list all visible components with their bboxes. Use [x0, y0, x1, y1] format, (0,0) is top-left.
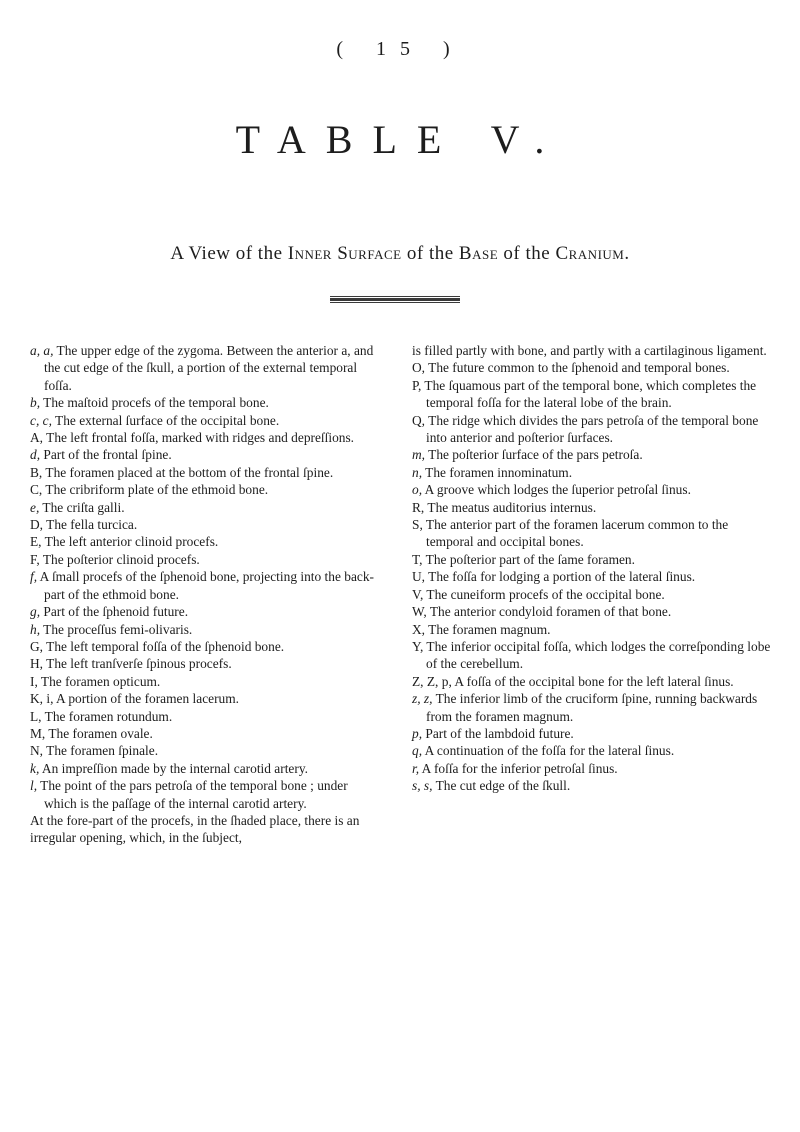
legend-text: The inferior limb of the cruciform ſpine, running backwards from the foramen magnum. — [426, 691, 758, 724]
legend-key: n, — [412, 464, 423, 480]
legend-entry — [412, 725, 772, 742]
legend-text: A continuation of the foſſa for the lateral ſinus. — [422, 743, 675, 759]
legend-entry — [412, 742, 772, 759]
legend-key: d, — [30, 447, 41, 463]
legend-text: The fella turcica. — [43, 517, 138, 533]
legend-key: f, — [30, 569, 38, 585]
legend-text: The foſſa for lodging a portion of the lateral ſinus. — [425, 569, 696, 585]
legend-key: s, s, — [412, 778, 433, 794]
legend-text: The foramen placed at the bottom of the frontal ſpine. — [42, 464, 334, 480]
legend-entry — [412, 568, 772, 585]
legend-entry — [412, 673, 772, 690]
legend-text: The foramen rotundum. — [41, 708, 173, 724]
legend-key: h, — [30, 621, 41, 637]
legend-entry — [30, 568, 382, 603]
legend-key: q, — [412, 743, 423, 759]
legend-key: p, — [412, 725, 423, 741]
legend-entry — [412, 777, 772, 794]
legend-text: The point of the pars petroſa of the temporal bone ; under which is the paſſage of the internal carotid artery. — [37, 778, 348, 811]
legend-key: m, — [412, 447, 426, 463]
subtitle-base: Base — [458, 243, 499, 264]
legend-entry — [30, 742, 382, 759]
legend-text: The proceſſus femi-olivaris. — [40, 621, 193, 637]
legend-entry — [30, 551, 382, 568]
legend-key: M, — [30, 725, 46, 741]
legend-key: V, — [412, 586, 424, 602]
legend-entry — [412, 621, 772, 638]
legend-text: The poſterior part of the ſame foramen. — [422, 551, 635, 567]
legend-key: R, — [412, 499, 425, 515]
legend-entry — [412, 359, 772, 376]
legend-text: The future common to the ſphenoid and temporal bones. — [425, 360, 730, 376]
legend-text: The meatus auditorius internus. — [424, 499, 597, 515]
legend-entry — [30, 429, 382, 446]
legend-text: The cut edge of the ſkull. — [432, 778, 571, 794]
legend-text: The anterior part of the foramen lacerum common to the temporal and occipital bones. — [422, 517, 729, 550]
legend-text: The foramen ovale. — [45, 725, 153, 741]
subtitle-prefix: A View of the — [170, 243, 288, 264]
legend-entry — [412, 464, 772, 481]
legend-key: P, — [412, 377, 422, 393]
legend-text: A foſſa of the occipital bone for the left lateral ſinus. — [451, 673, 734, 689]
legend-key: r, — [412, 760, 420, 776]
legend-text: The inferior occipital foſſa, which lodges the correſponding lobe of the cerebellum. — [423, 638, 771, 672]
legend-text: The left anterior clinoid procefs. — [41, 534, 219, 550]
legend-entry — [412, 586, 772, 603]
legend-text: The criſta galli. — [39, 499, 125, 515]
page-number: ( 15 ) — [336, 38, 464, 60]
legend-entry — [30, 446, 382, 463]
legend-key: T, — [412, 551, 423, 567]
legend-text: The left tranſverſe ſpinous procefs. — [43, 656, 232, 672]
legend-entry — [30, 499, 382, 516]
legend-entry — [30, 655, 382, 672]
legend-text: Part of the frontal ſpine. — [40, 447, 172, 463]
legend-key: N, — [30, 743, 44, 759]
legend-text: A foſſa for the inferior petroſal ſinus. — [419, 760, 618, 776]
subtitle-inner-surface: Inner Surface — [287, 243, 402, 264]
right-column — [412, 342, 772, 795]
legend-entry — [30, 673, 382, 690]
legend-text: The foramen magnum. — [425, 621, 551, 637]
legend-text: The cribriform plate of the ethmoid bone. — [42, 482, 269, 498]
legend-key: e, — [30, 499, 40, 515]
legend-text: Part of the ſphenoid future. — [40, 604, 189, 620]
right-continuation-text: is filled partly with bone, and partly with a cartilaginous ligament. — [412, 343, 767, 358]
legend-text: The foramen innominatum. — [422, 464, 573, 480]
legend-key: L, — [30, 708, 42, 724]
legend-entry — [30, 481, 382, 498]
legend-entry — [412, 551, 772, 568]
legend-key: I, — [30, 673, 38, 689]
legend-entry — [30, 603, 382, 620]
legend-entry — [412, 412, 772, 447]
legend-entry — [30, 464, 382, 481]
legend-entry — [412, 446, 772, 463]
legend-text: The maſtoid procefs of the temporal bone. — [40, 395, 269, 411]
legend-text: A ſmall procefs of the ſphenoid bone, projecting into the back-part of the ethmoid bone. — [37, 569, 374, 602]
legend-key: b, — [30, 395, 41, 411]
decorative-rule — [330, 296, 460, 304]
page-subtitle — [0, 243, 800, 265]
legend-text: The anterior condyloid foramen of that bone. — [426, 604, 672, 620]
legend-entry — [30, 533, 382, 550]
legend-entry — [30, 638, 382, 655]
legend-text: The upper edge of the zygoma. Between the anterior a, and the cut edge of the ſkull, a portion of the external temporal foſſa. — [44, 343, 374, 393]
legend-key: C, — [30, 482, 43, 498]
legend-key: E, — [30, 534, 42, 550]
legend-text: The left temporal foſſa of the ſphenoid bone. — [43, 638, 285, 654]
legend-key: U, — [412, 569, 426, 585]
legend-text: The left frontal foſſa, marked with ridges and depreſſions. — [43, 430, 355, 446]
legend-key: X, — [412, 621, 426, 637]
legend-entry — [30, 725, 382, 742]
legend-key: o, — [412, 482, 423, 498]
legend-key: k, — [30, 760, 40, 776]
legend-entry — [412, 481, 772, 498]
legend-text: A groove which lodges the ſuperior petroſal ſinus. — [422, 482, 691, 498]
legend-key: O, — [412, 360, 426, 376]
legend-entry — [412, 499, 772, 516]
legend-key: K, — [30, 691, 44, 707]
legend-key: W, — [412, 604, 427, 620]
legend-entry — [30, 516, 382, 533]
legend-entry — [30, 412, 382, 429]
legend-entry — [412, 603, 772, 620]
legend-entry — [30, 342, 382, 394]
legend-key: Y, — [412, 638, 424, 654]
legend-key: B, — [30, 464, 43, 480]
legend-text: Part of the lambdoid future. — [422, 725, 574, 741]
legend-text: An impreſſion made by the internal carotid artery. — [39, 760, 309, 776]
legend-entry — [412, 377, 772, 412]
legend-entry — [30, 708, 382, 725]
subtitle-middle: of the — [401, 243, 459, 264]
left-continuation-text: At the fore-part of the procefs, in the ſhaded place, there is an irregular opening, which, in the ſubject, — [30, 812, 360, 846]
page-title: TABLE V. — [235, 117, 565, 162]
legend-entry — [30, 760, 382, 777]
legend-text: The cuneiform procefs of the occipital bone. — [423, 586, 665, 602]
legend-key: z, z, — [412, 691, 433, 707]
legend-entry — [412, 760, 772, 777]
legend-key: g, — [30, 604, 41, 620]
legend-text: The external ſurface of the occipital bone. — [51, 412, 280, 428]
legend-key: a, a, — [30, 343, 54, 358]
legend-key: H, — [30, 656, 44, 672]
legend-text: The poſterior clinoid procefs. — [39, 551, 200, 567]
legend-entry — [412, 516, 772, 551]
legend-entry — [412, 638, 772, 673]
legend-text: The ſquamous part of the temporal bone, which completes the temporal foſſa for the lateral lobe of the brain. — [421, 377, 757, 411]
legend-text: The foramen opticum. — [37, 673, 161, 689]
legend-text: i, A portion of the foramen lacerum. — [43, 691, 239, 707]
legend-key: Q, — [412, 412, 426, 428]
legend-key: F, — [30, 551, 40, 567]
legend-key: A, — [30, 430, 44, 446]
legend-key: c, c, — [30, 412, 52, 428]
legend-text: The foramen ſpinale. — [43, 743, 159, 759]
legend-text: The ridge which divides the pars petroſa of the temporal bone into anterior and poſterior ſurfaces. — [425, 412, 759, 446]
legend-key: Z, Z, p, — [412, 673, 452, 689]
legend-key: S, — [412, 517, 423, 533]
left-column — [30, 342, 382, 847]
legend-key: G, — [30, 638, 44, 654]
legend-entry — [30, 690, 382, 707]
legend-key: D, — [30, 517, 44, 533]
legend-key: l, — [30, 778, 38, 794]
legend-entry — [412, 690, 772, 725]
subtitle-cranium: Cranium. — [555, 243, 630, 264]
legend-text: The poſterior ſurface of the pars petroſa. — [425, 447, 643, 463]
subtitle-of: of the — [498, 243, 556, 264]
legend-entry — [30, 621, 382, 638]
legend-entry — [30, 777, 382, 812]
legend-entry — [30, 394, 382, 411]
